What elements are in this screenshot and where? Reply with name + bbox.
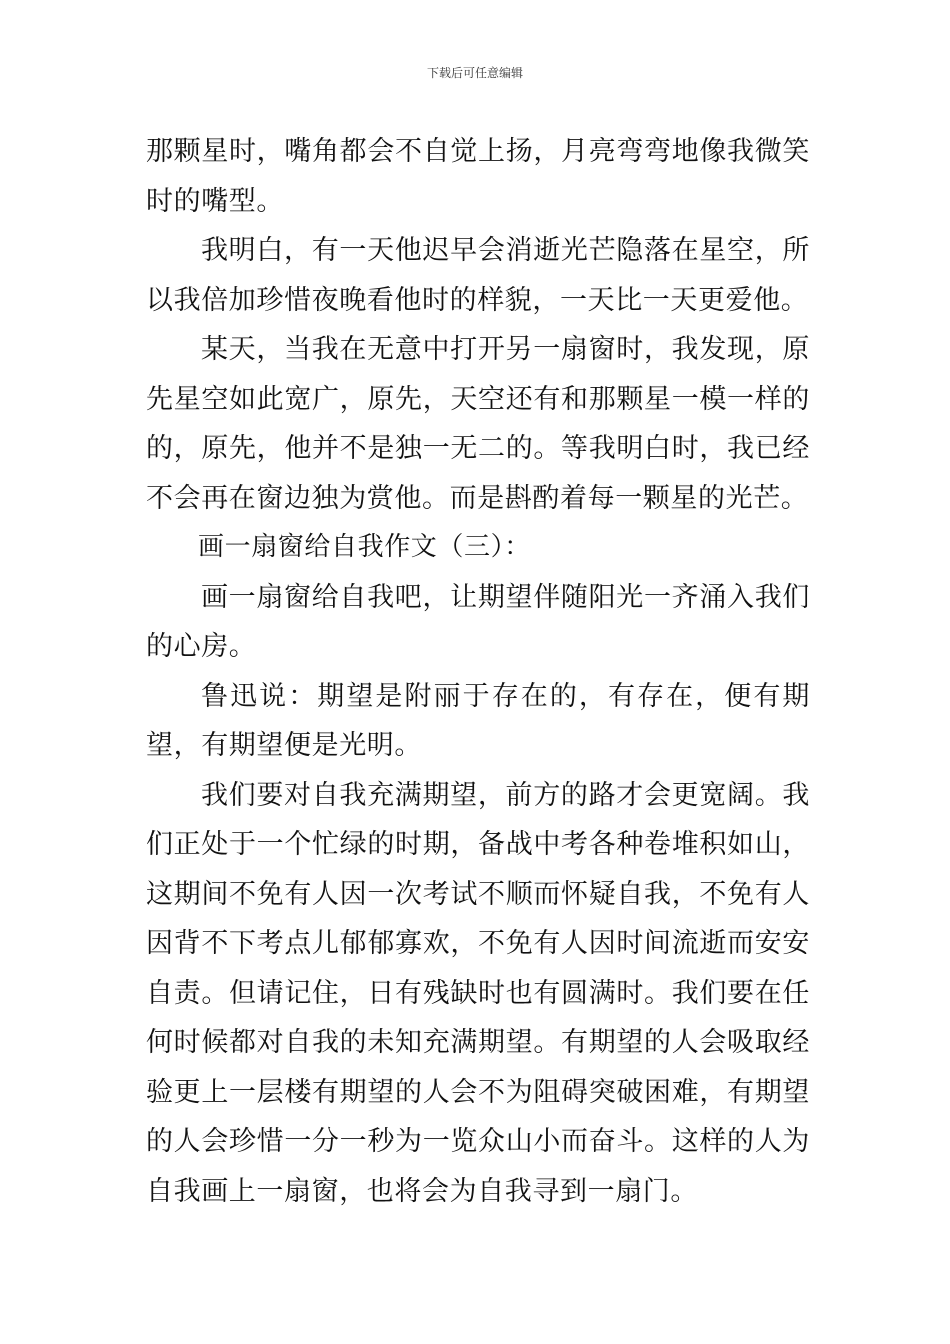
section-heading: 画一扇窗给自我作文（三）：: [198, 532, 531, 562]
paragraph-5: 画一扇窗给自我吧，让期望伴随阳光一齐涌入我们的心房。: [146, 581, 810, 662]
paragraph-2: 我明白，有一天他迟早会消逝光芒隐落在星空，所以我倍加珍惜夜晚看他时的样貌，一天比一天更爱他。: [146, 235, 810, 316]
paragraph-7: 我们要对自我充满期望，前方的路才会更宽阔。我们正处于一个忙绿的时期，备战中考各种卷堆积如山，这期间不免有人因一次考试不顺而怀疑自我，不免有人因背不下考点儿郁郁寡欢，不免有人因时间流逝而安安自责。但请记住，日有残缺时也有圆满时。我们要在任何时候都对自我的未知充满期望。有期望的人会吸取经验更上一层楼有期望的人会不为阻碍突破困难，有期望的人会珍惜一分一秒为一览众山小而奋斗。这样的人为自我画上一扇窗，也将会为自我寻到一扇门。: [146, 779, 810, 1207]
paragraph-3: 某天，当我在无意中打开另一扇窗时，我发现，原先星空如此宽广，原先，天空还有和那颗星一模一样的的，原先，他并不是独一无二的。等我明白时，我已经不会再在窗边独为赏他。而是斟酌着每一颗星的光芒。: [146, 334, 810, 514]
paragraph-1: 那颗星时，嘴角都会不自觉上扬，月亮弯弯地像我微笑时的嘴型。: [146, 136, 810, 217]
paragraph-6: 鲁迅说：期望是附丽于存在的，有存在，便有期望，有期望便是光明。: [146, 680, 810, 761]
page-header-note: 下载后可任意编辑: [426, 66, 523, 80]
document-body: [146, 127, 810, 1216]
